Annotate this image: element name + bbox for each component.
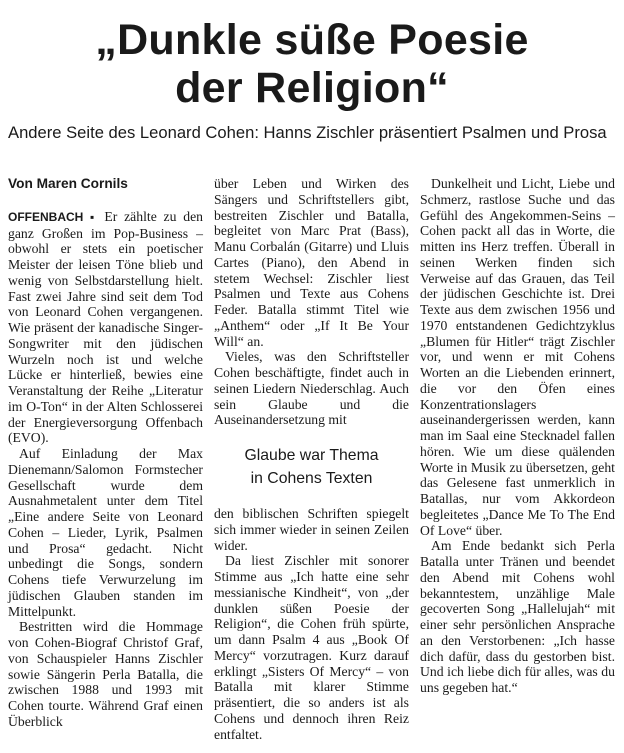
byline: Von Maren Cornils bbox=[8, 176, 128, 191]
subheadline: Andere Seite des Leonard Cohen: Hanns Zischler präsentiert Psalmen und Prosa bbox=[8, 123, 607, 142]
paragraph: über Leben und Wirken des Sängers und Schriftstellers gibt, bestreiten Zischler und Batalla, begleitet von Marc Prat (Bass), Manu Corbalán (Gitarre) und Lluis Cartes (Piano), den Abend in stetem Wechsel: Zischler liest Psalmen und Texte aus Cohens Feder. Batalla stimmt Titel wie „Anthem“ oder „If It Be Your Will“ an. bbox=[214, 176, 409, 349]
paragraph: den biblischen Schriften spiegelt sich immer wieder in seinen Zeilen wider. bbox=[214, 506, 409, 553]
headline bbox=[8, 0, 616, 112]
crosshead bbox=[214, 444, 409, 490]
paragraph: Dunkelheit und Licht, Liebe und Schmerz, rastlose Suche und das Gefühl des Angekommen-Seins – Cohen packt all das in Worte, die mitten ins Herz treffen. Überall in seinen Werken finden sich Verweise auf das Grauen, das Teil der jüdischen Geschichte ist. Drei Texte aus dem zwischen 1956 und 1970 entstandenen Gedichtzyklus „Blumen für Hitler“ trägt Zischler vor, und wenn er mit Cohens Worten an die Liebenden erinnert, die vor den Öfen eines Konzentrationslagers auseinandergerissen werden, kann man im Saal eine Stecknadel fallen hören. Wie um diese quälenden Worte in Musik zu übersetzen, geht das Gelesene fast unmerklich in Batallas, nur vom Akkordeon begleitetes „Dance Me To The End Of Love“ über. bbox=[420, 176, 615, 538]
paragraph-text: Er zählte zu den ganz Großen im Pop-Business – obwohl er stets ein poetischer Meister der leisen Töne blieb und wenig von Selbstdarstellung hielt. Fast zwei Jahre sind seit dem Tod von Leonard Cohen vergangenen. Wie präsent der kanadische Singer-Songwriter mit den jüdischen Wurzeln noch ist und welche Lücke er hinterließ, bewies eine Veranstaltung der Reihe „Literatur im O-Ton“ in der Alten Schlosserei der Energieversorgung Offenbach (EVO). bbox=[8, 208, 203, 446]
crosshead-line-1: Glaube war Thema bbox=[244, 447, 379, 464]
column-1 bbox=[8, 176, 203, 742]
column-2 bbox=[214, 176, 409, 742]
column-3 bbox=[420, 176, 615, 742]
paragraph: Am Ende bedankt sich Perla Batalla unter Tränen und beendet den Abend mit Cohens wohl bekanntestem, unzählige Male gecoverten Song „Hallelujah“ mit einer sehr persönlichen Ansprache an den Verstorbenen: „Ich hasse dich dafür, dass du gestorben bist. Und ich liebe dich für alles, was du uns gegeben hat.“ bbox=[420, 538, 615, 695]
headline-line-2: der Religion“ bbox=[175, 64, 449, 112]
headline-line-1: „Dunkle süße Poesie bbox=[95, 16, 529, 64]
article-body bbox=[8, 176, 616, 742]
crosshead-line-2: in Cohens Texten bbox=[250, 470, 373, 487]
paragraph bbox=[8, 209, 203, 446]
paragraph: Vieles, was den Schriftsteller Cohen beschäftigte, findet auch in seinen Liedern Niederschlag. Auch sein Glaube und die Auseinandersetzung mit bbox=[214, 349, 409, 428]
paragraph: Da liest Zischler mit sonorer Stimme aus „Ich hatte eine sehr messianische Kindheit“, von „der dunklen süßen Poesie der Religion“, die Cohen früh spürte, um dann Psalm 4 aus „Book Of Mercy“ vorzutragen. Kurz darauf erklingt „Sisters Of Mercy“ – von Batalla mit klarer Stimme präsentiert, die so anders ist als Cohens und dennoch ihren Reiz entfaltet. bbox=[214, 553, 409, 742]
paragraph: Bestritten wird die Hommage von Cohen-Biograf Christof Graf, von Schauspieler Hanns Zischler sowie Sängerin Perla Batalla, die zwischen 1988 und 1993 mit Cohen tourte. Während Graf einen Überblick bbox=[8, 619, 203, 729]
dateline: OFFENBACH ▪ bbox=[8, 209, 98, 224]
paragraph: Auf Einladung der Max Dienemann/Salomon Formstecher Gesellschaft wurde dem Ausnahmetalent unter dem Titel „Eine andere Seite von Leonard Cohen – Lieder, Lyrik, Psalmen und Prosa“ gedacht. Nicht unbedingt die Songs, sondern Cohens tiefe Verwurzelung im jüdischen Glauben standen im Mittelpunkt. bbox=[8, 446, 203, 619]
